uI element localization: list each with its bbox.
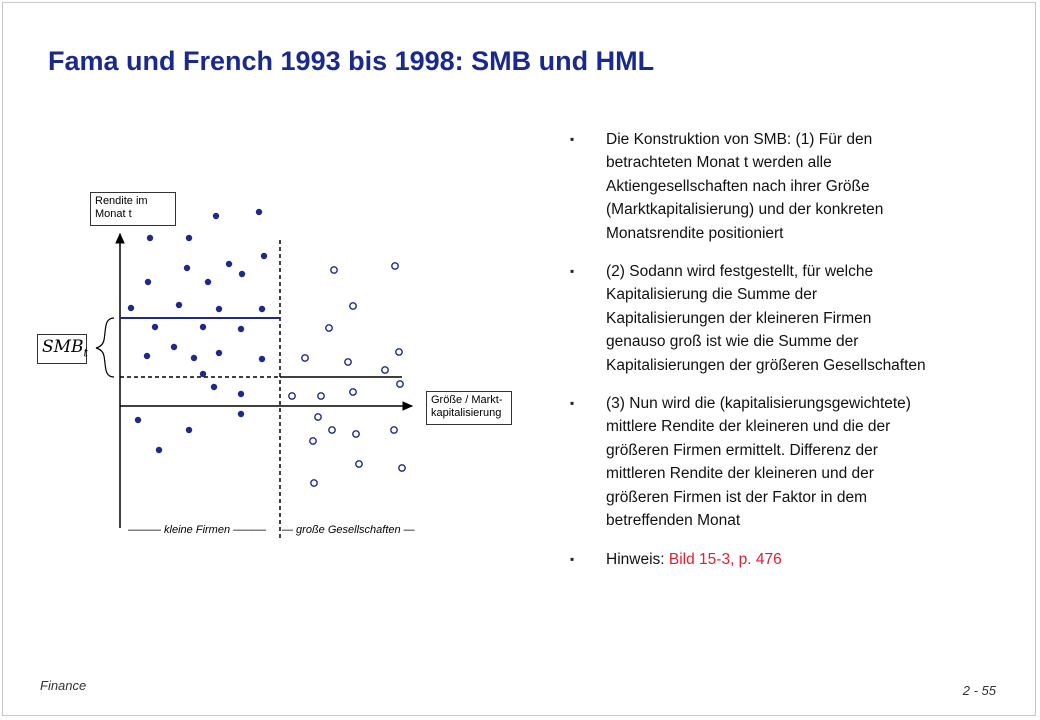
- smb-label-main: SMB: [42, 337, 84, 357]
- large-firm-dot: [391, 427, 397, 433]
- bullet-text: (3) Nun wird die (kapitalisierungsgewichtete) mittlere Rendite der kleineren und die der größeren Firmen ermittelt. Differenz der mittleren Rendite der kleineren und der größeren Firmen ist der Faktor in dem betreffenden Monat: [606, 395, 911, 530]
- book-reference-link[interactable]: Bild 15-3, p. 476: [668, 550, 782, 568]
- x-axis-label: [426, 391, 512, 425]
- bullet-text: Die Konstruktion von SMB: (1) Für den betrachteten Monat t werden alle Aktiengesellschaften nach ihrer Größe (Marktkapitalisierung) und der konkreten Monatsrendite positioniert: [606, 131, 884, 242]
- large-firm-dot: [331, 267, 337, 273]
- bullet-item: [568, 392, 928, 532]
- small-firm-dot: [216, 306, 222, 312]
- small-firm-dot: [156, 447, 162, 453]
- large-firm-dot: [345, 359, 351, 365]
- large-firm-dots: [289, 263, 405, 486]
- small-firm-dot: [226, 261, 232, 267]
- small-firm-dot: [200, 324, 206, 330]
- large-firm-dot: [315, 414, 321, 420]
- large-firm-dot: [329, 427, 335, 433]
- large-firm-dot: [392, 263, 398, 269]
- large-firm-dot: [399, 465, 405, 471]
- small-firm-dot: [238, 391, 244, 397]
- small-firm-dot: [259, 356, 265, 362]
- smb-label: [37, 334, 87, 364]
- small-firm-dot: [213, 213, 219, 219]
- small-firm-dot: [147, 235, 153, 241]
- y-axis-label: [90, 192, 176, 226]
- small-firm-dot: [184, 265, 190, 271]
- large-firm-dot: [302, 355, 308, 361]
- small-firm-dot: [238, 326, 244, 332]
- bullet-list: [568, 128, 928, 586]
- hint-prefix: Hinweis:: [606, 550, 669, 568]
- small-firm-dot: [205, 279, 211, 285]
- small-firm-dot: [256, 209, 262, 215]
- large-firms-label: — große Gesellschaften —: [282, 524, 415, 536]
- small-firm-dot: [200, 371, 206, 377]
- small-firm-dot: [216, 350, 222, 356]
- large-firm-dot: [353, 431, 359, 437]
- small-firm-dot: [239, 271, 245, 277]
- large-firm-dot: [350, 389, 356, 395]
- x-axis-label-line1: Größe / Markt-: [431, 394, 503, 406]
- footer-page-number: 2 - 55: [962, 683, 996, 698]
- large-firm-dot: [397, 381, 403, 387]
- small-firm-dot: [191, 355, 197, 361]
- large-firm-dot: [326, 325, 332, 331]
- y-axis-label-line1: Rendite im: [95, 195, 148, 207]
- smb-label-sub: t: [83, 346, 88, 360]
- small-firm-dot: [152, 324, 158, 330]
- smb-brace: [96, 318, 114, 377]
- large-firm-dot: [396, 349, 402, 355]
- large-firm-dot: [350, 303, 356, 309]
- bullet-text: (2) Sodann wird festgestellt, für welche Kapitalisierung die Summe der Kapitalisierungen der kleineren Firmen genauso groß ist wie die Summe der Kapitalisierungen der größeren Gesellschaften: [606, 263, 926, 374]
- small-firm-dot: [171, 344, 177, 350]
- small-firm-dot: [145, 279, 151, 285]
- small-firm-dot: [238, 411, 244, 417]
- small-firm-dot: [144, 353, 150, 359]
- large-firm-dot: [382, 367, 388, 373]
- small-firm-dot: [186, 427, 192, 433]
- small-firm-dot: [135, 417, 141, 423]
- large-firm-dot: [318, 393, 324, 399]
- small-firm-dot: [128, 305, 134, 311]
- bullet-item: [568, 260, 928, 377]
- large-firm-dot: [356, 461, 362, 467]
- large-firm-dot: [289, 393, 295, 399]
- footer-course-name: Finance: [40, 678, 87, 693]
- y-axis-label-line2: Monat t: [95, 208, 132, 220]
- bullet-item: [568, 548, 928, 571]
- large-firm-dot: [310, 438, 316, 444]
- page-title: Fama und French 1993 bis 1998: SMB und HML: [48, 46, 655, 76]
- small-firm-dot: [261, 253, 267, 259]
- large-firm-dot: [311, 480, 317, 486]
- x-axis-label-line2: kapitalisierung: [431, 407, 502, 419]
- small-firm-dot: [176, 302, 182, 308]
- small-firm-dot: [211, 384, 217, 390]
- small-firms-label: ——— kleine Firmen ———: [128, 524, 267, 536]
- small-firm-dot: [186, 235, 192, 241]
- small-firm-dots: [128, 209, 267, 453]
- small-firm-dot: [259, 306, 265, 312]
- bullet-item: [568, 128, 928, 245]
